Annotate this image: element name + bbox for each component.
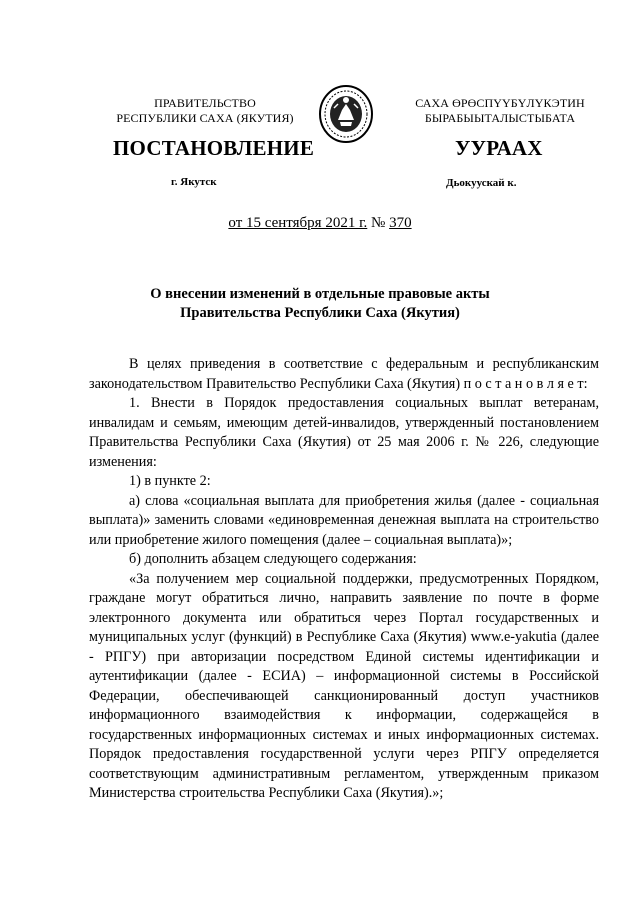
city-sa: Дьокуускай к. — [446, 177, 517, 189]
document-title-line2: Правительства Республики Саха (Якутия) — [180, 305, 460, 321]
date-prefix: от — [228, 215, 246, 231]
document-type-sa: УУРААХ — [455, 136, 543, 160]
paragraph-preamble: В целях приведения в соответствие с федеральным и республиканским законодательством Правительство Республики Саха (Якутия) п о с т а н о в л я е т: — [89, 356, 599, 392]
document-type-ru: ПОСТАНОВЛЕНИЕ — [113, 136, 315, 160]
coat-of-arms-icon — [318, 84, 374, 144]
paragraph-subitem-1: 1) в пункте 2: — [129, 473, 211, 489]
city-ru: г. Якутск — [171, 176, 217, 188]
paragraph-quoted-text: «За получением мер социальной поддержки, предусмотренных Порядком, граждане могут обратиться лично, направить заявление по почте в форме электронного документа или обратиться через Портал государственных и муниципальных услуг (функций) в Республике Саха (Якутия) www.e-yakutia (далее - РПГУ) при авторизации посредством Единой системы идентификации и аутентификации (далее - ЕСИА) – информационной системы в Российской Федерации, обеспечивающей санкционированный доступ участников информационного взаимодействия к информации, содержащейся в государственных информационных системах и иных информационных системах. Порядок предоставления государственной услуги через РПГУ определяется соответствующим административным регламентом, утвержденным приказом Министерства строительства Республики Саха (Якутия).»; — [89, 570, 599, 801]
paragraph-item-1: 1. Внести в Порядок предоставления социальных выплат ветеранам, инвалидам и семьям, имеющим детей-инвалидов, утвержденный постановлением Правительства Республики Саха (Якутия) от 25 мая 2006 г. № 226, следующие изменения: — [89, 395, 599, 470]
paragraph-subitem-a: а) слова «социальная выплата для приобретения жилья (далее - социальная выплата)» заменить словами «единовременная денежная выплата на строительство или приобретение жилого помещения (далее – социальная выплата)»; — [89, 492, 599, 548]
number-sign: № — [367, 215, 390, 231]
government-name-ru-line1: ПРАВИТЕЛЬСТВО — [154, 96, 256, 110]
document-body — [89, 355, 599, 804]
document-title — [0, 285, 640, 323]
document-number: 370 — [389, 215, 412, 231]
government-name-sa — [380, 96, 620, 126]
document-title-line1: О внесении изменений в отдельные правовые акты — [150, 286, 490, 302]
government-name-sa-line1: САХА ӨРӨСПYYБYЛYКЭТИН — [415, 96, 585, 110]
government-name-ru-line2: РЕСПУБЛИКИ САХА (ЯКУТИЯ) — [116, 111, 294, 125]
government-name-sa-line2: БЫРАБЫЫТАЛЫСТЫБАТА — [424, 111, 576, 125]
document-date-line — [0, 215, 640, 232]
document-date: 15 сентября 2021 г. — [246, 215, 368, 231]
paragraph-subitem-b: б) дополнить абзацем следующего содержания: — [129, 551, 417, 567]
government-name-ru — [100, 96, 310, 126]
